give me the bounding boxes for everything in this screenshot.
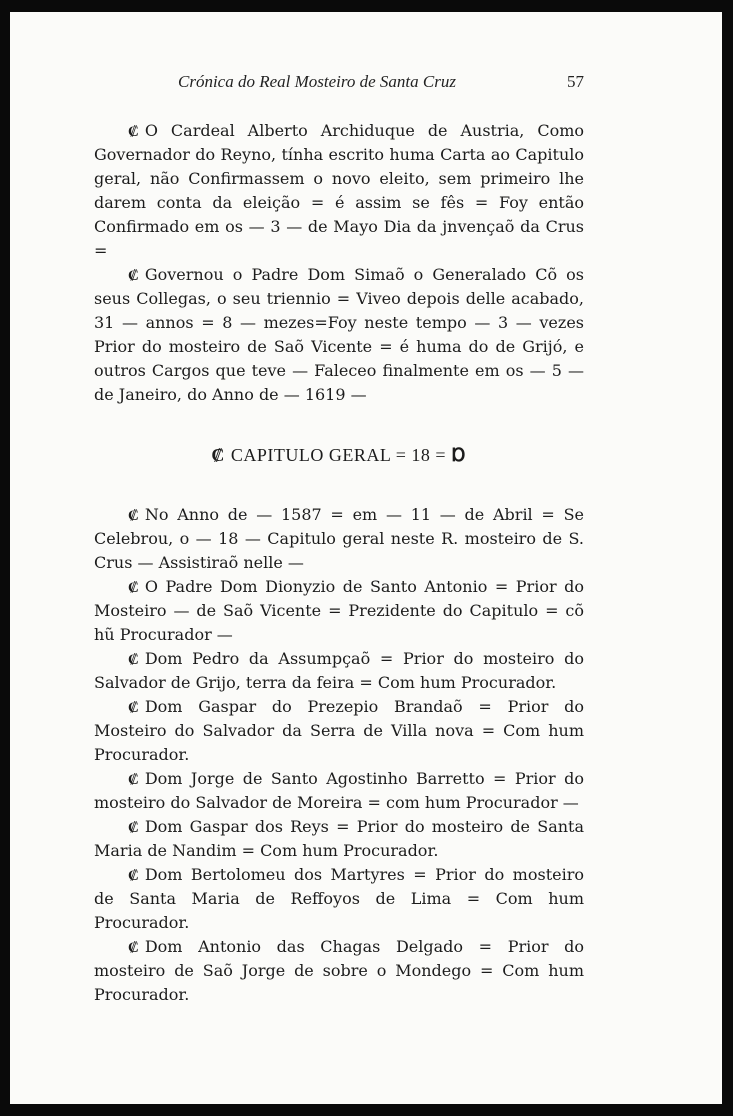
paragraph bbox=[94, 119, 584, 263]
paragraph bbox=[94, 503, 584, 575]
chapter-open-mark-icon: ₡ bbox=[211, 445, 225, 465]
paragraph-text: Dom Gaspar dos Reys = Prior do mosteiro de Santa Maria de Nandim = Com hum Procurador. bbox=[94, 817, 584, 860]
chapter-heading bbox=[94, 443, 584, 467]
pilcrow-icon: ₡ bbox=[128, 266, 139, 284]
pilcrow-icon: ₡ bbox=[128, 650, 139, 668]
running-title: Crónica do Real Mosteiro de Santa Cruz bbox=[178, 72, 456, 91]
pilcrow-icon: ₡ bbox=[128, 818, 139, 836]
paragraph bbox=[94, 647, 584, 695]
paragraph-text: Dom Pedro da Assumpçaõ = Prior do mosteiro do Salvador de Grijo, terra da feira = Com hum Procurador. bbox=[94, 649, 584, 692]
pilcrow-icon: ₡ bbox=[128, 938, 139, 956]
paragraph bbox=[94, 575, 584, 647]
paragraph-text: O Cardeal Alberto Archiduque de Austria, Como Governador do Reyno, tínha escrito huma Carta ao Capitulo geral, não Confirmassem o novo eleito, sem primeiro lhe darem conta da eleição = é assim se fês = Foy então Confirmado em os — 3 — de Mayo Dia da jnvençaõ da Crus = bbox=[94, 121, 584, 260]
paragraph-text: Governou o Padre Dom Simaõ o Generalado Cõ os seus Collegas, o seu triennio = Viveo depois delle acabado, 31 — annos = 8 — mezes=Foy neste tempo — 3 — vezes Prior do mosteiro de Saõ Vicente = é huma do de Grijó, e outros Cargos que teve — Faleceo finalmente em os — 5 — de Janeiro, do Anno de — 1619 — bbox=[94, 265, 584, 404]
paragraph-text: Dom Gaspar do Prezepio Brandaõ = Prior do Mosteiro do Salvador da Serra de Villa nova = Com hum Procurador. bbox=[94, 697, 584, 764]
chapter-title: CAPITULO GERAL = 18 = bbox=[230, 445, 447, 465]
paragraph bbox=[94, 935, 584, 1007]
paragraph-text: Dom Jorge de Santo Agostinho Barretto = Prior do mosteiro do Salvador de Moreira = com hum Procurador — bbox=[94, 769, 584, 812]
paragraph-text: O Padre Dom Dionyzio de Santo Antonio = Prior do Mosteiro — de Saõ Vicente = Prezidente do Capitulo = cõ hũ Procurador — bbox=[94, 577, 584, 644]
pilcrow-icon: ₡ bbox=[128, 578, 139, 596]
paragraph-text: Dom Bertolomeu dos Martyres = Prior do mosteiro de Santa Maria de Reffoyos de Lima = Com hum Procurador. bbox=[94, 865, 584, 932]
book-page bbox=[10, 12, 722, 1104]
page-header bbox=[94, 72, 584, 102]
pilcrow-icon: ₡ bbox=[128, 698, 139, 716]
pilcrow-icon: ₡ bbox=[128, 770, 139, 788]
paragraph bbox=[94, 767, 584, 815]
paragraph bbox=[94, 695, 584, 767]
paragraph-text: Dom Antonio das Chagas Delgado = Prior do mosteiro de Saõ Jorge de sobre o Mondego = Com hum Procurador. bbox=[94, 937, 584, 1004]
body-text bbox=[94, 119, 584, 1007]
pilcrow-icon: ₡ bbox=[128, 506, 139, 524]
paragraph bbox=[94, 263, 584, 407]
chapter-close-mark-icon: Ɒ bbox=[452, 445, 467, 465]
pilcrow-icon: ₡ bbox=[128, 122, 139, 140]
pilcrow-icon: ₡ bbox=[128, 866, 139, 884]
paragraph-text: No Anno de — 1587 = em — 11 — de Abril = Se Celebrou, o — 18 — Capitulo geral neste R. mosteiro de S. Crus — Assistiraõ nelle — bbox=[94, 505, 584, 572]
paragraph bbox=[94, 863, 584, 935]
page-number: 57 bbox=[567, 72, 584, 91]
paragraph bbox=[94, 815, 584, 863]
